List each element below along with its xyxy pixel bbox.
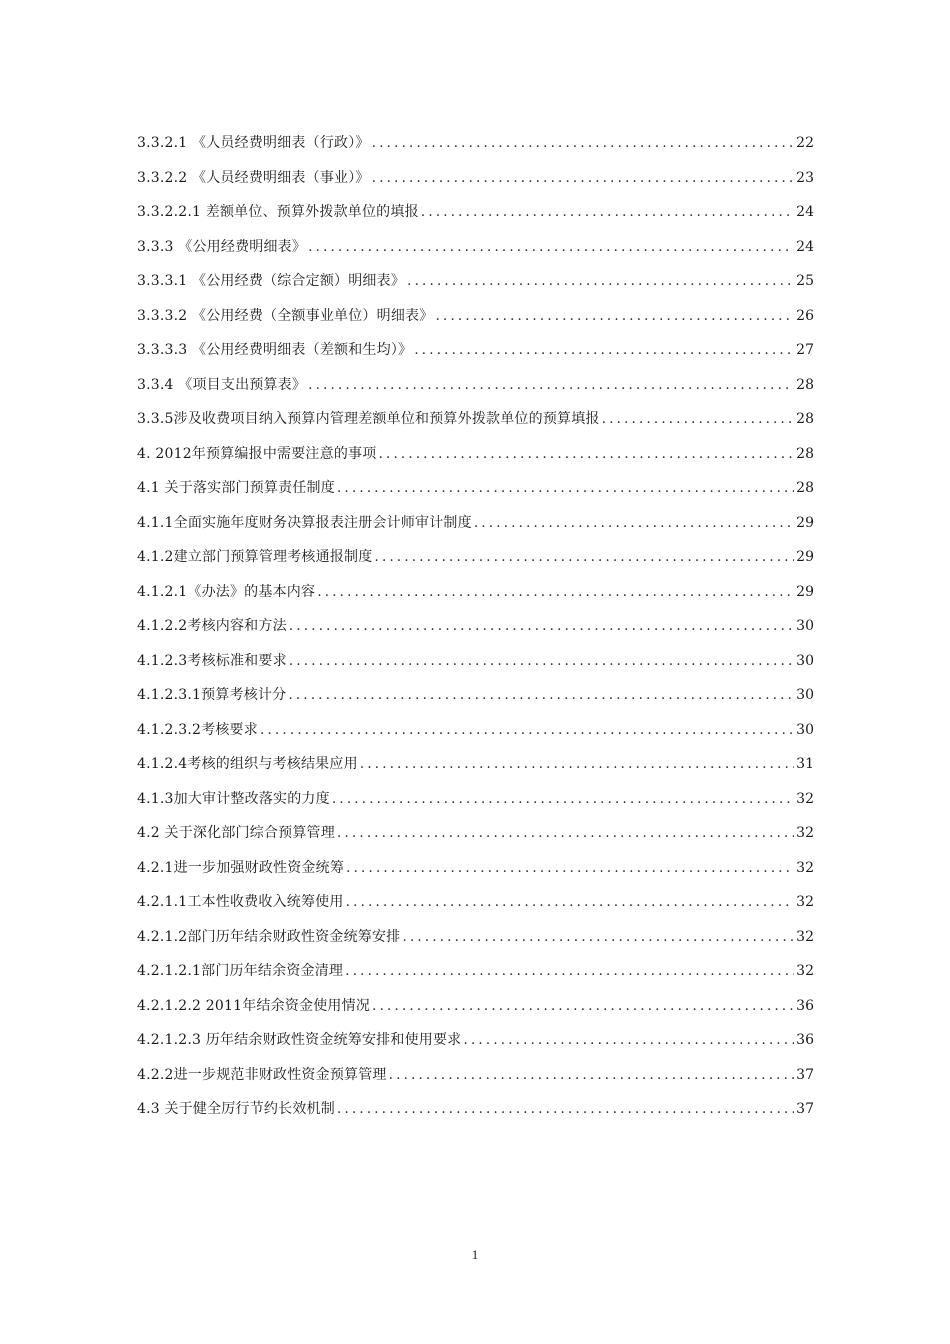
toc-entry-page: 32 — [796, 790, 814, 807]
toc-entry-page: 30 — [796, 618, 814, 634]
toc-entry[interactable] — [137, 368, 814, 403]
toc-entry[interactable] — [137, 1058, 814, 1093]
toc-entry-title: 4.2.1.2.1部门历年结余资金清理 — [137, 963, 344, 979]
toc-dot-leader — [402, 920, 794, 955]
toc-dot-leader — [332, 782, 794, 817]
toc-entry-title: 3.3.2.1 《人员经费明细表（行政）》 — [137, 135, 370, 151]
toc-entry-page: 32 — [796, 894, 814, 910]
toc-entry-page: 25 — [796, 273, 814, 289]
toc-dot-leader — [414, 333, 794, 368]
toc-entry-title: 4.2.2进一步规范非财政性资金预算管理 — [137, 1066, 387, 1083]
toc-entry-title: 3.3.3.1 《公用经费（综合定额）明细表》 — [137, 273, 406, 289]
toc-entry-title: 4.1.2.3考核标准和要求 — [137, 652, 287, 669]
toc-entry-title: 4.1.2.2考核内容和方法 — [137, 618, 287, 634]
toc-dot-leader — [345, 954, 794, 989]
toc-dot-leader — [602, 402, 794, 437]
toc-entry-page: 29 — [796, 583, 814, 600]
toc-entry-title: 4. 2012年预算编报中需要注意的事项 — [137, 445, 377, 462]
toc-entry-title: 4.2.1进一步加强财政性资金统筹 — [137, 859, 345, 876]
toc-dot-leader — [308, 230, 794, 265]
toc-dot-leader — [337, 816, 794, 851]
toc-dot-leader — [378, 437, 794, 472]
toc-entry-title: 4.2.1.1工本性收费收入统筹使用 — [137, 894, 344, 910]
toc-entry-page: 27 — [796, 342, 814, 358]
page-number: 1 — [471, 1247, 479, 1262]
toc-entry-page: 24 — [796, 238, 814, 255]
toc-dot-leader — [317, 575, 794, 610]
toc-dot-leader — [337, 471, 794, 506]
toc-entry-title: 3.3.3 《公用经费明细表》 — [137, 238, 307, 255]
table-of-contents — [137, 126, 814, 1127]
toc-dot-leader — [372, 161, 794, 196]
toc-entry-page: 22 — [796, 135, 814, 151]
toc-dot-leader — [337, 1092, 794, 1127]
toc-entry-page: 30 — [796, 721, 814, 738]
toc-entry-page: 36 — [796, 997, 814, 1014]
toc-entry-title: 3.3.4 《项目支出预算表》 — [137, 376, 307, 393]
toc-entry-title: 4.1.1全面实施年度财务决算报表注册会计师审计制度 — [137, 514, 472, 531]
toc-dot-leader — [360, 747, 794, 782]
toc-entry-page: 32 — [796, 928, 814, 945]
toc-dot-leader — [346, 885, 794, 920]
toc-entry-title: 3.3.5涉及收费项目纳入预算内管理差额单位和预算外拨款单位的预算填报 — [137, 411, 600, 427]
toc-entry-title: 4.2.1.2.2 2011年结余资金使用情况 — [137, 997, 371, 1014]
toc-entry-page: 37 — [796, 1101, 814, 1117]
toc-entry-page: 28 — [796, 480, 814, 496]
toc-entry[interactable] — [137, 540, 814, 575]
toc-dot-leader — [372, 126, 794, 161]
toc-entry-title: 3.3.3.3 《公用经费明细表（差额和生均）》 — [137, 342, 413, 358]
toc-entry-title: 4.1 关于落实部门预算责任制度 — [137, 480, 335, 496]
toc-dot-leader — [389, 1058, 794, 1093]
toc-entry-title: 4.2.1.2.3 历年结余财政性资金统筹安排和使用要求 — [137, 1032, 462, 1048]
toc-entry[interactable] — [137, 989, 814, 1024]
toc-entry-page: 32 — [796, 825, 814, 841]
toc-entry-page: 28 — [796, 445, 814, 462]
toc-entry[interactable] — [137, 782, 814, 817]
toc-dot-leader — [374, 540, 794, 575]
toc-entry-page: 37 — [796, 1066, 814, 1083]
toc-entry[interactable] — [137, 230, 814, 265]
toc-entry[interactable] — [137, 437, 814, 472]
toc-entry-title: 4.2.1.2部门历年结余财政性资金统筹安排 — [137, 928, 401, 945]
toc-dot-leader — [288, 678, 794, 713]
toc-entry-title: 3.3.2.2.1 差额单位、预算外拨款单位的填报 — [137, 204, 419, 220]
toc-entry-page: 29 — [796, 549, 814, 565]
toc-entry[interactable] — [137, 713, 814, 748]
toc-entry-page: 23 — [796, 169, 814, 186]
toc-entry-title: 4.1.2.1《办法》的基本内容 — [137, 583, 316, 600]
toc-entry-title: 4.1.2建立部门预算管理考核通报制度 — [137, 549, 373, 565]
toc-dot-leader — [372, 989, 794, 1024]
toc-entry[interactable] — [137, 609, 814, 644]
toc-dot-leader — [474, 506, 794, 541]
toc-dot-leader — [407, 264, 794, 299]
toc-entry[interactable] — [137, 333, 814, 368]
toc-entry[interactable] — [137, 161, 814, 196]
toc-entry-title: 4.1.3加大审计整改落实的力度 — [137, 790, 330, 807]
toc-entry[interactable] — [137, 575, 814, 610]
toc-entry-page: 36 — [796, 1032, 814, 1048]
toc-entry-page: 30 — [796, 687, 814, 703]
toc-dot-leader — [289, 644, 794, 679]
toc-entry[interactable] — [137, 506, 814, 541]
toc-entry-title: 4.2 关于深化部门综合预算管理 — [137, 825, 335, 841]
toc-entry-title: 4.1.2.4考核的组织与考核结果应用 — [137, 756, 358, 772]
toc-entry-title: 3.3.2.2 《人员经费明细表（事业）》 — [137, 169, 370, 186]
toc-entry[interactable] — [137, 195, 814, 230]
toc-entry-page: 26 — [796, 307, 814, 324]
toc-entry-title: 4.3 关于健全厉行节约长效机制 — [137, 1101, 335, 1117]
toc-entry-page: 28 — [796, 411, 814, 427]
toc-entry[interactable] — [137, 471, 814, 506]
toc-entry[interactable] — [137, 851, 814, 886]
toc-entry[interactable] — [137, 954, 814, 989]
toc-entry[interactable] — [137, 816, 814, 851]
toc-dot-leader — [435, 299, 794, 334]
toc-entry-page: 28 — [796, 376, 814, 393]
toc-entry-page: 24 — [796, 204, 814, 220]
toc-dot-leader — [463, 1023, 794, 1058]
toc-entry[interactable] — [137, 644, 814, 679]
toc-entry-page: 32 — [796, 963, 814, 979]
toc-entry-title: 3.3.3.2 《公用经费（全额事业单位）明细表》 — [137, 307, 434, 324]
toc-entry[interactable] — [137, 678, 814, 713]
toc-entry[interactable] — [137, 126, 814, 161]
toc-entry-page: 31 — [796, 756, 814, 772]
toc-entry-page: 32 — [796, 859, 814, 876]
toc-dot-leader — [346, 851, 794, 886]
toc-entry[interactable] — [137, 299, 814, 334]
toc-dot-leader — [260, 713, 794, 748]
toc-entry[interactable] — [137, 1023, 814, 1058]
toc-entry[interactable] — [137, 402, 814, 437]
toc-entry-page: 29 — [796, 514, 814, 531]
toc-entry-page: 30 — [796, 652, 814, 669]
toc-entry[interactable] — [137, 264, 814, 299]
toc-dot-leader — [289, 609, 794, 644]
toc-entry[interactable] — [137, 920, 814, 955]
toc-dot-leader — [421, 195, 794, 230]
toc-dot-leader — [308, 368, 794, 403]
toc-entry-title: 4.1.2.3.1预算考核计分 — [137, 687, 287, 703]
toc-entry[interactable] — [137, 747, 814, 782]
toc-entry-title: 4.1.2.3.2考核要求 — [137, 721, 258, 738]
toc-entry[interactable] — [137, 885, 814, 920]
toc-entry[interactable] — [137, 1092, 814, 1127]
